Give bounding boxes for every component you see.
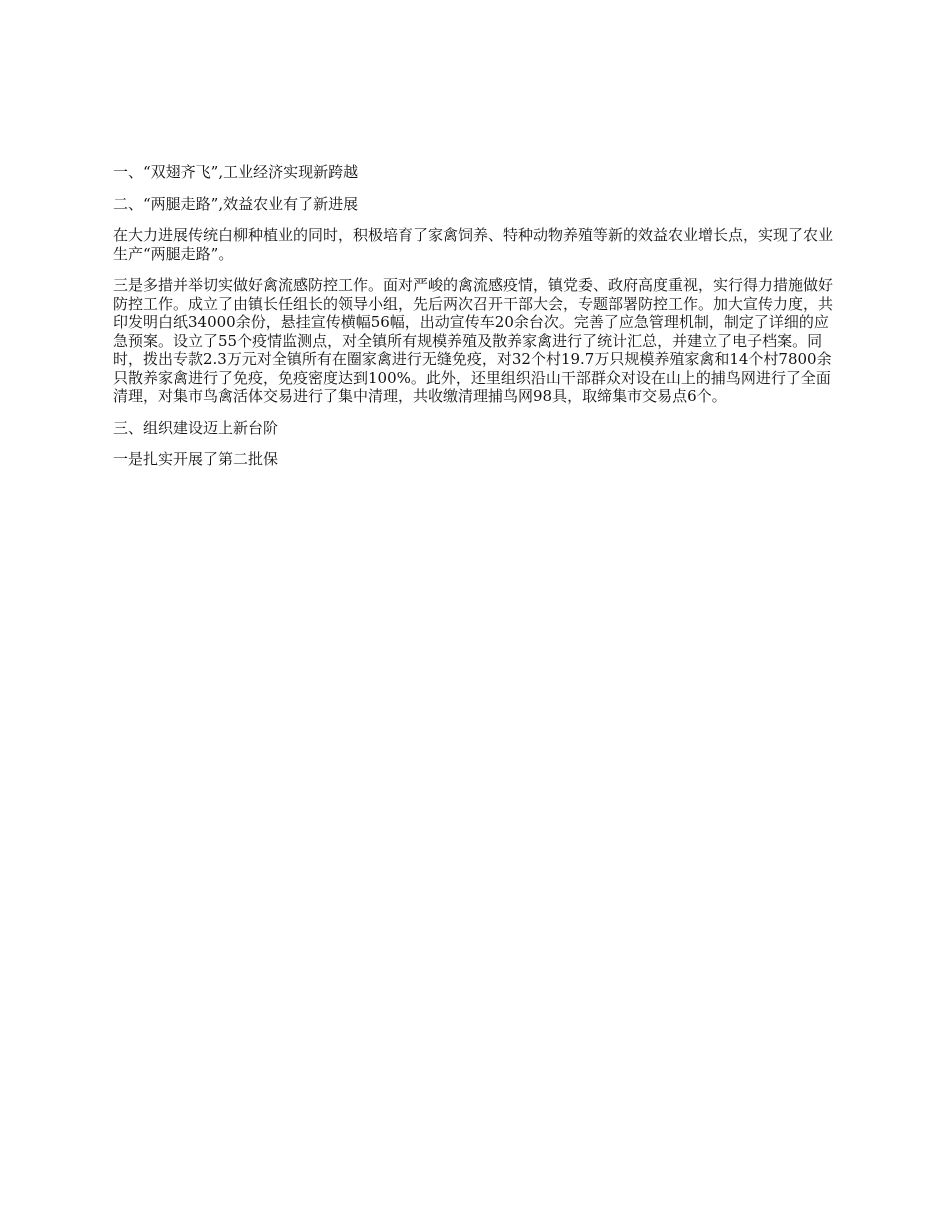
paragraph-bird-flu-prevention: 三是多措并举切实做好禽流感防控工作。面对严峻的禽流感疫情，镇党委、政府高度重视，实行得力措施做好防控工作。成立了由镇长任组长的领导小组，先后两次召开干部大会，专题部署防控工作。加大宣传力度，共印发明白纸34000余份，悬挂宣传横幅56幅，出动宣传车20余台次。完善了应急管理机制，制定了详细的应急预案。设立了55个疫情监测点，对全镇所有规模养殖及散养家禽进行了统计汇总，并建立了电子档案。同时，拨出专款2.3万元对全镇所有在圈家禽进行无缝免疫，对32个村19.7万只规模养殖家禽和14个村7800余只散养家禽进行了免疫，免疫密度达到100%。此外，还里组织沿山干部群众对设在山上的捕鸟网进行了全面清理，对集市鸟禽活体交易进行了集中清理，共收缴清理捕鸟网98具，取缔集市交易点6个。: [113, 276, 834, 405]
document-body: [113, 163, 840, 482]
heading-industrial-economy: 一、“双翅齐飞”,工业经济实现新跨越: [113, 163, 359, 181]
paragraph-agriculture-growth: 在大力进展传统白柳种植业的同时，积极培育了家禽饲养、特种动物养殖等新的效益农业增长点，实现了农业生产“两腿走路”。: [113, 226, 834, 263]
paragraph-truncated: 一是扎实开展了第二批保: [113, 450, 279, 468]
heading-efficient-agriculture: 二、“两腿走路”,效益农业有了新进展: [113, 194, 359, 213]
heading-organization-building: 三、组织建设迈上新台阶: [113, 418, 279, 437]
